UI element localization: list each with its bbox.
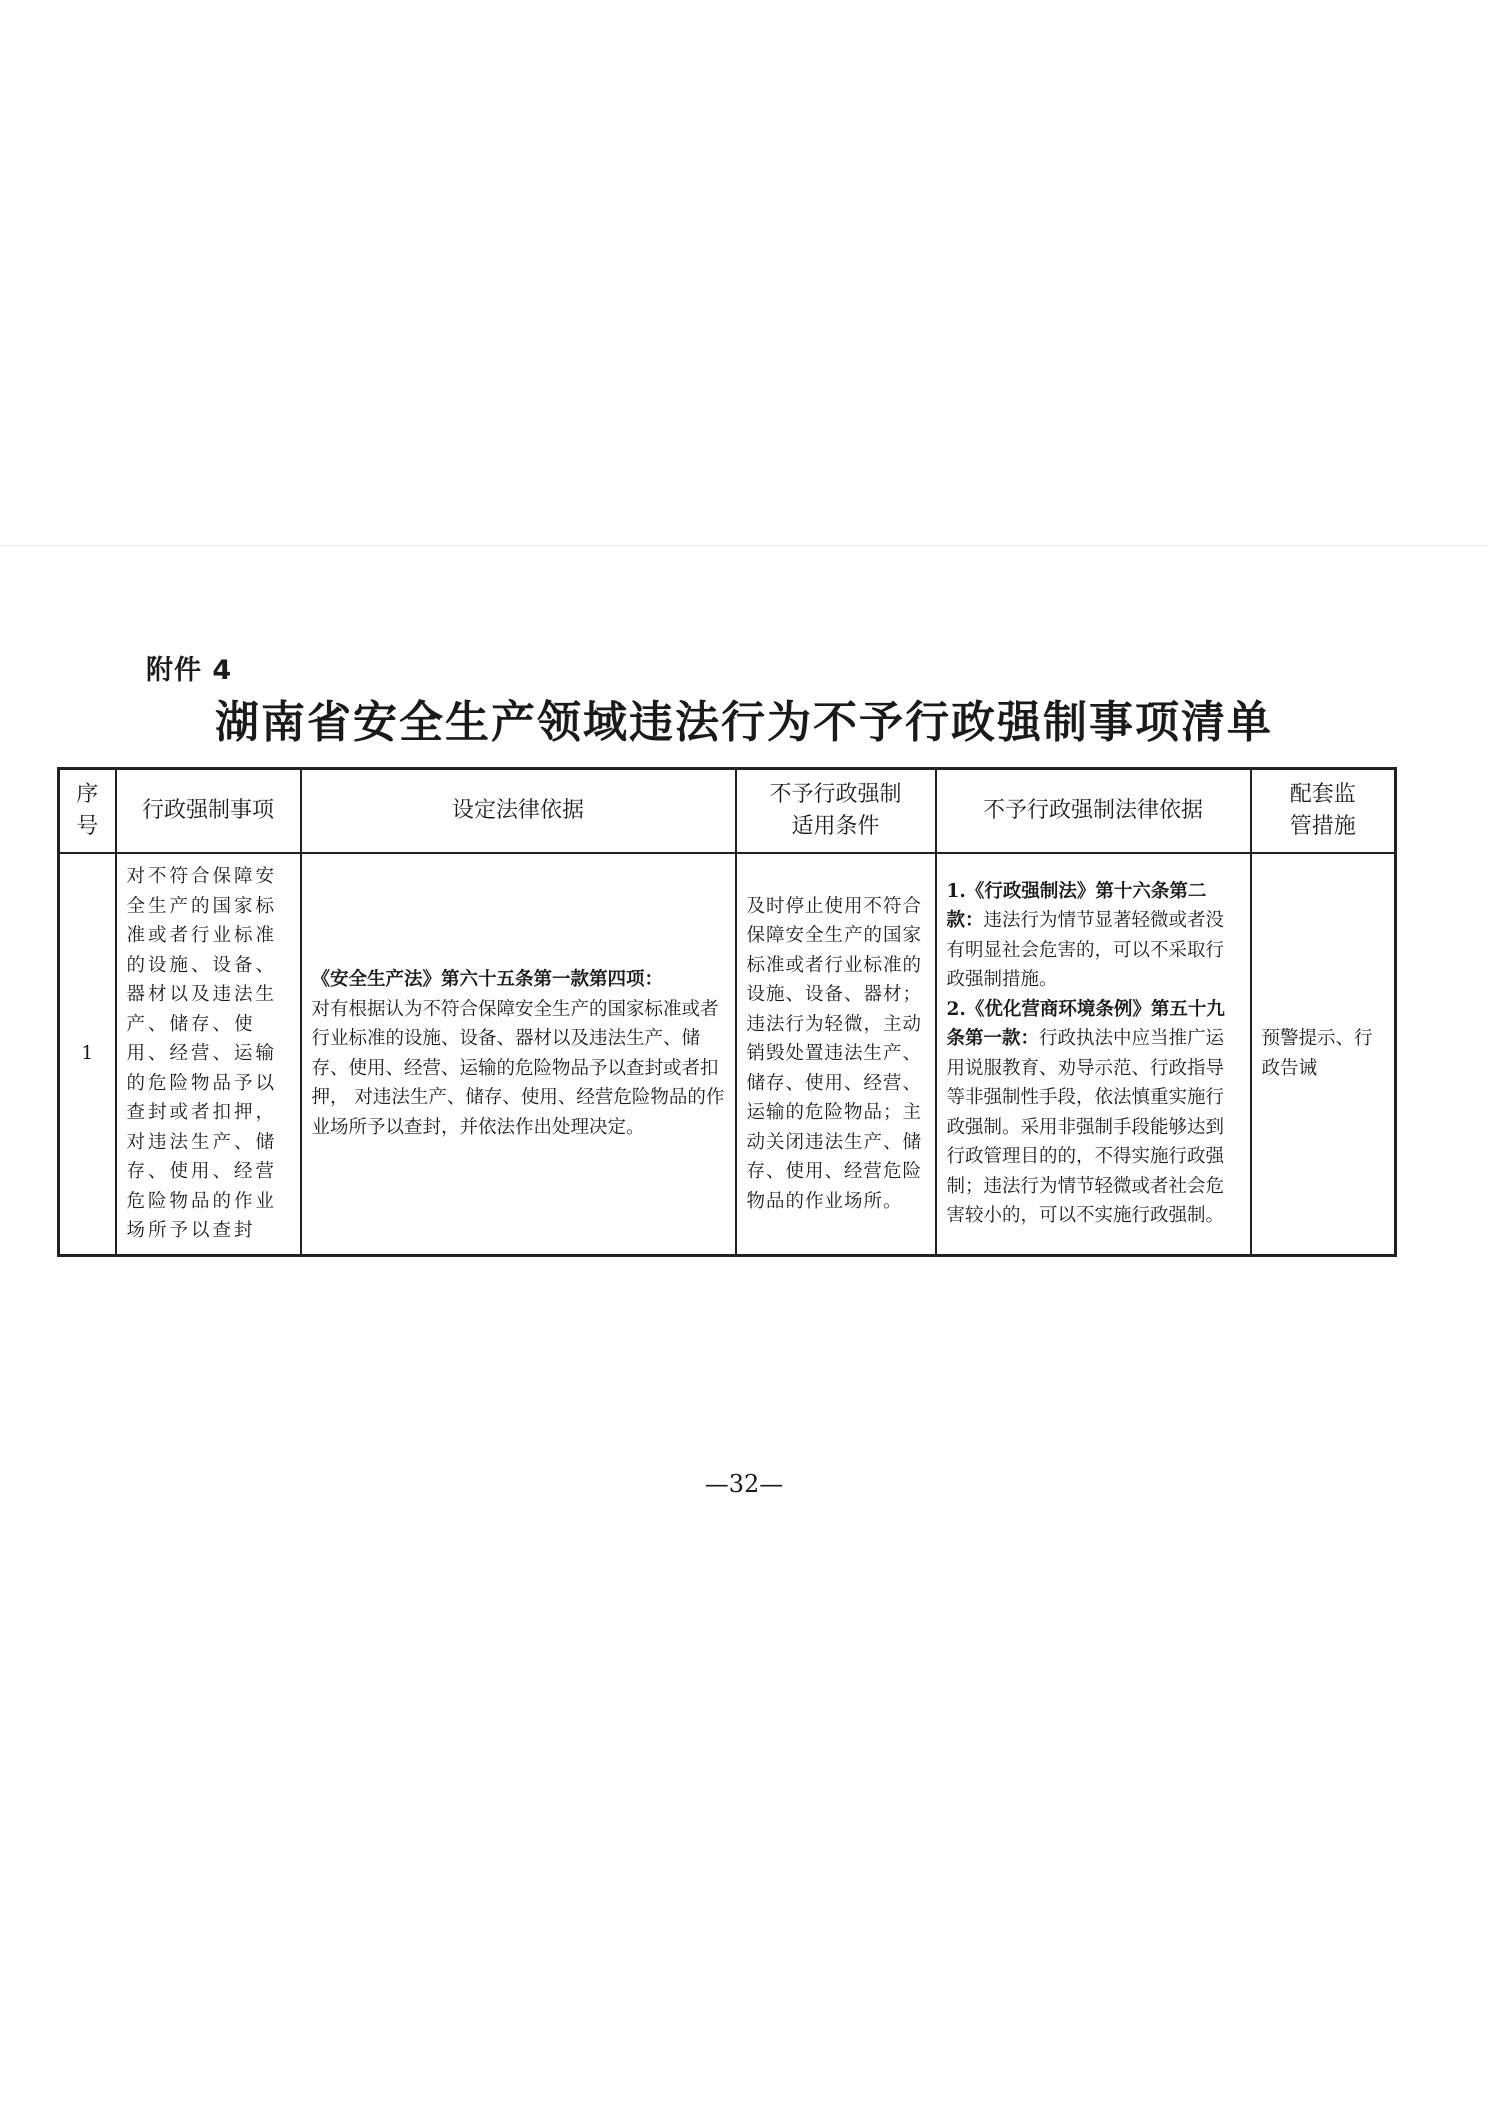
law-1-text: 违法行为情节显著轻微或者没有明显社会危害的，可以不采取行政强制措施。 [946,910,1225,991]
page-number: —32— [704,1470,784,1498]
basis-title: 《安全生产法》第六十五条第一款第四项： [311,969,664,991]
law-2-text: 行政执法中应当推广运用说服教育、劝导示范、行政指导等非强制性手段，依法慎重实施行政强制。采用非强制手段能够达到行政管理目的的，不得实施行政强制；违法行为情节轻微或者社会危害较小的，可以不实施行政强制。 [946,1028,1225,1227]
row-law [936,853,1251,1255]
row-condition: 及时停止使用不符合保障安全生产的国家标准或者行业标准的设施、设备、器材；违法行为轻微，主动销毁处置违法生产、储存、使用、经营、运输的危险物品；主动关闭违法生产、储存、使用、经营危险物品的作业场所。 [736,853,936,1255]
header-measure-line1: 配套监 [1289,782,1356,807]
header-condition-line1: 不予行政强制 [769,782,902,807]
table-header-row [59,769,1396,854]
scan-fold-line [0,545,1488,546]
table-row [59,853,1396,1255]
header-measure [1251,769,1396,854]
header-law: 不予行政强制法律依据 [936,769,1251,854]
row-measure: 预警提示、行政告诫 [1251,853,1396,1255]
header-index: 序号 [59,769,116,854]
law-1-title: 1.《行政强制法》第十六条第二款： [946,880,1207,932]
attachment-label: 附件 4 [146,655,233,686]
document-title: 湖南省安全生产领域违法行为不予行政强制事项清单 [215,697,1273,748]
header-item: 行政强制事项 [116,769,301,854]
law-item-2 [947,995,1240,1231]
header-condition [736,769,936,854]
header-basis: 设定法律依据 [301,769,736,854]
law-2-title: 2.《优化营商环境条例》第五十九条第一款： [946,998,1225,1050]
header-measure-line2: 管措施 [1289,814,1356,839]
measures-table [57,767,1397,1257]
law-item-1 [947,877,1240,995]
row-basis [301,853,736,1255]
row-item: 对不符合保障安全生产的国家标准或者行业标准的设施、设备、器材以及违法生产、储存、使用、经营、运输的危险物品予以查封或者扣押，对违法生产、储存、使用、经营危险物品的作业场所予以查封 [116,853,301,1255]
basis-text: 对有根据认为不符合保障安全生产的国家标准或者行业标准的设施、设备、器材以及违法生产、储存、使用、经营、运输的危险物品予以查封或者扣押， 对违法生产、储存、使用、经营危险物品的作业场所予以查封，并依法作出处理决定。 [311,998,725,1138]
row-index: 1 [59,853,116,1255]
header-condition-line2: 适用条件 [791,814,880,839]
